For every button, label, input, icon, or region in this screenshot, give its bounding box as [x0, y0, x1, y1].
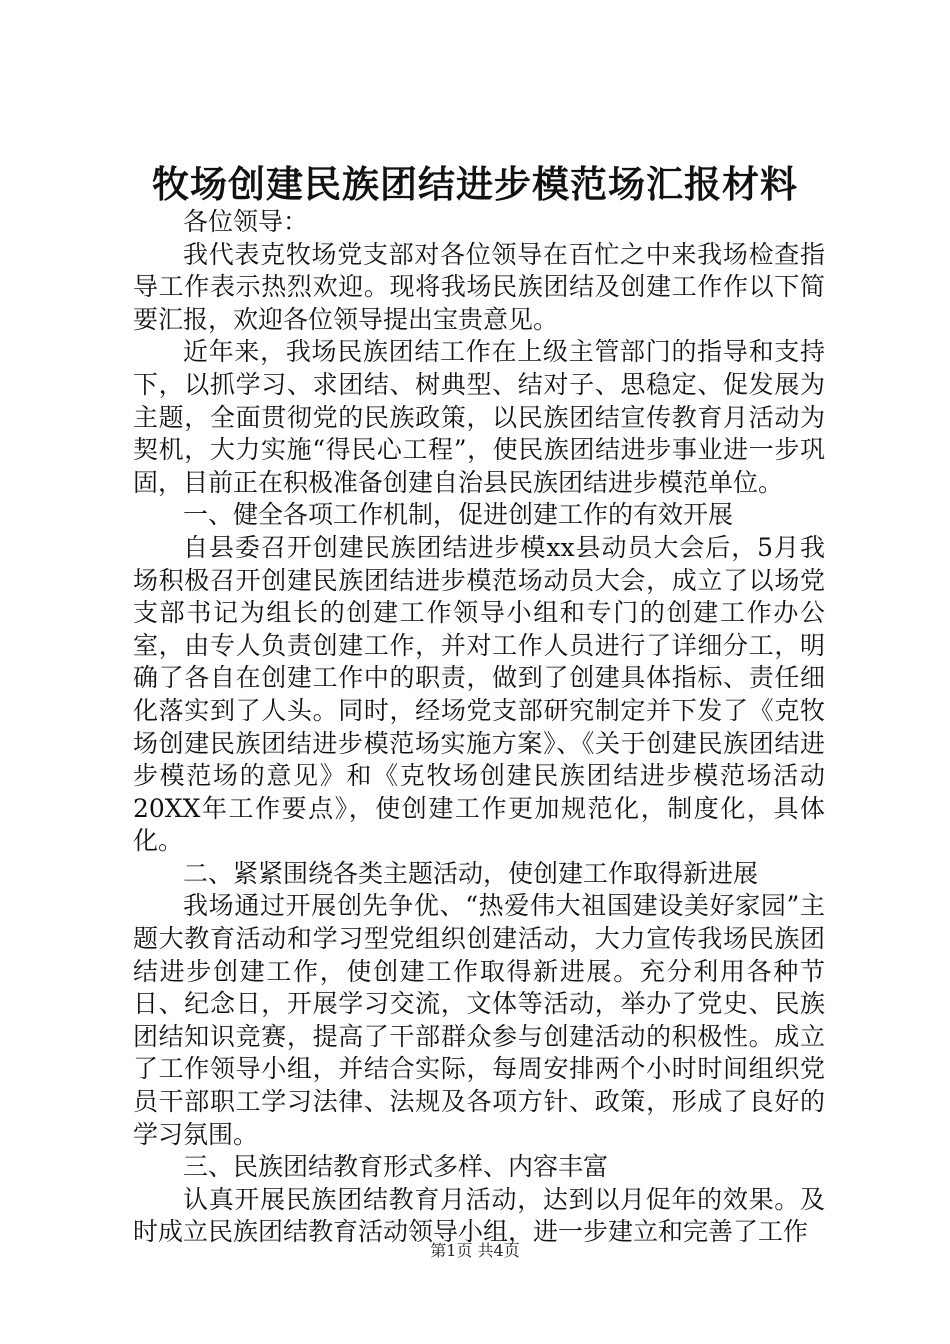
- page-footer: 第1页 共4页: [430, 1241, 520, 1260]
- paragraph-intro: 我代表克牧场党支部对各位领导在百忙之中来我场检查指导工作表示热烈欢迎。现将我场民族团结及创建工作作以下简要汇报，欢迎各位领导提出宝贵意见。: [133, 239, 825, 334]
- paragraph-section-3: 认真开展民族团结教育月活动，达到以月促年的效果。及时成立民族团结教育活动领导小组，进一步建立和完善了工作: [133, 1184, 825, 1247]
- document-body: [133, 206, 825, 1249]
- section-heading-2: 二、紧紧围绕各类主题活动，使创建工作取得新进展: [183, 858, 759, 888]
- section-heading-3: 三、民族团结教育形式多样、内容丰富: [183, 1152, 609, 1182]
- paragraph-section-1: 自县委召开创建民族团结进步模xx县动员大会后，5月我场积极召开创建民族团结进步模范场动员大会，成立了以场党支部书记为组长的创建工作领导小组和专门的创建工作办公室，由专人负责创建工作，并对工作人员进行了详细分工，明确了各自在创建工作中的职责，做到了创建具体指标、责任细化落实到了人头。同时，经场党支部研究制定并下发了《克牧场创建民族团结进步模范场实施方案》、《关于创建民族团结进步模范场的意见》和《克牧场创建民族团结进步模范场活动20XX年工作要点》，使创建工作更加规范化，制度化，具体化。: [133, 532, 825, 856]
- paragraph-overview: 近年来，我场民族团结工作在上级主管部门的指导和支持下，以抓学习、求团结、树典型、结对子、思稳定、促发展为主题，全面贯彻党的民族政策，以民族团结宣传教育月活动为契机，大力实施“得民心工程”，使民族团结进步事业进一步巩固，目前正在积极准备创建自治县民族团结进步模范单位。: [133, 337, 825, 497]
- section-heading-1: 一、健全各项工作机制，促进创建工作的有效开展: [183, 500, 734, 530]
- paragraph-section-2: 我场通过开展创先争优、“热爱伟大祖国建设美好家园”主题大教育活动和学习型党组织创建活动，大力宣传我场民族团结进步创建工作，使创建工作取得新进展。充分利用各种节日、纪念日，开展学习交流，文体等活动，举办了党史、民族团结知识竞赛，提高了干部群众参与创建活动的积极性。成立了工作领导小组，并结合实际，每周安排两个小时时间组织党员干部职工学习法律、法规及各项方针、政策，形成了良好的学习氛围。: [133, 891, 825, 1149]
- salutation: 各位领导：: [183, 207, 309, 236]
- document-title: 牧场创建民族团结进步模范场汇报材料: [152, 162, 798, 206]
